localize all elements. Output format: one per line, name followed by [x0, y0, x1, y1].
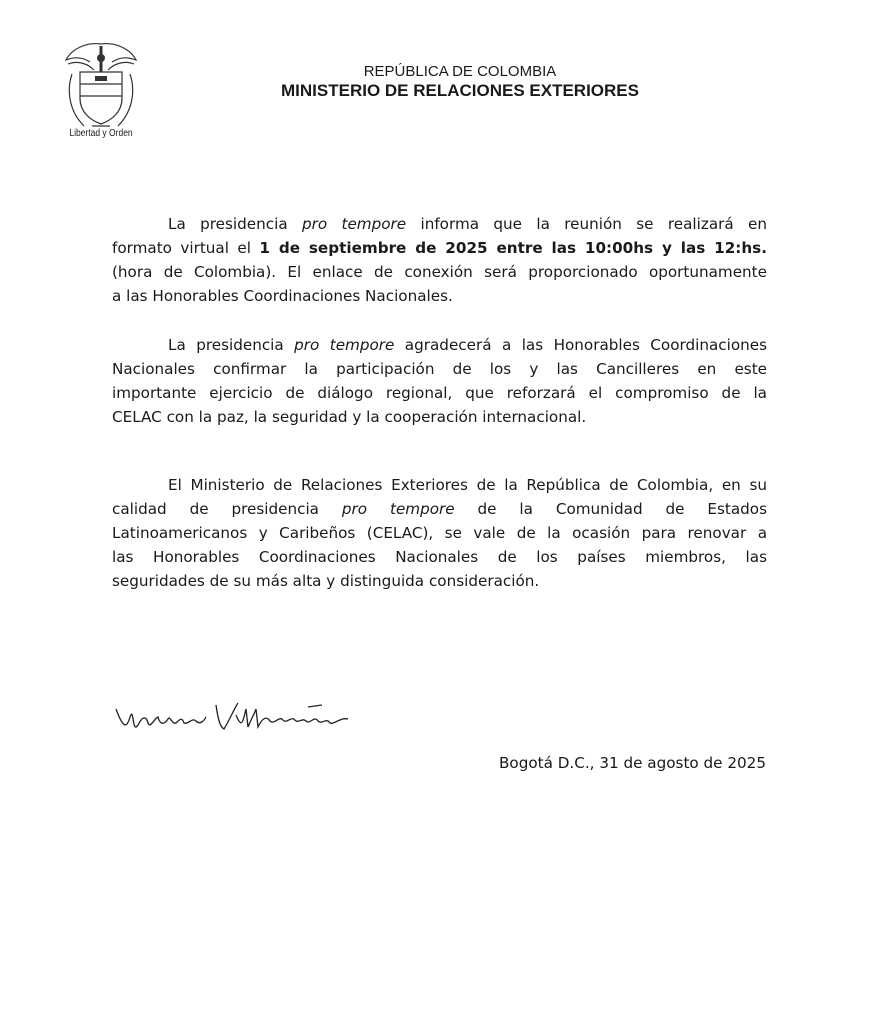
text-segment: informa que la reunión se realizará en	[406, 215, 767, 233]
text-segment: seguridades de su más alta y distinguida consideración.	[112, 572, 540, 590]
text-segment: las Honorables Coordinaciones Nacionales de los países miembros, las	[112, 548, 767, 566]
text-segment: (hora de Colombia). El enlace de conexión será proporcionado oportunamente	[112, 263, 767, 281]
text-segment: La presidencia	[168, 336, 295, 354]
ministry-heading: MINISTERIO DE RELACIONES EXTERIORES	[281, 81, 639, 100]
text-segment: CELAC con la paz, la seguridad y la cooperación internacional.	[112, 408, 587, 426]
text-line	[112, 405, 767, 429]
italic-text: pro tempore	[301, 215, 407, 233]
paragraph-closing	[112, 473, 767, 593]
text-line	[112, 473, 767, 497]
text-line	[112, 333, 767, 357]
country-heading: REPÚBLICA DE COLOMBIA	[363, 63, 557, 80]
text-line	[112, 284, 767, 308]
text-line	[112, 381, 767, 405]
text-line	[112, 545, 767, 569]
place-and-date: Bogotá D.C., 31 de agosto de 2025	[499, 754, 766, 772]
logo-motto: Libertad y Orden	[69, 128, 133, 139]
bold-text: 1 de septiembre de 2025 entre las 10:00hs y las 12:hs.	[259, 239, 767, 257]
text-segment: agradecerá a las Honorables Coordinaciones	[394, 336, 767, 354]
text-segment: El Ministerio de Relaciones Exteriores de la República de Colombia, en su	[168, 476, 767, 494]
paragraph-confirmation	[112, 333, 767, 429]
text-line	[112, 236, 767, 260]
text-segment: calidad de presidencia	[112, 500, 342, 518]
text-segment: La presidencia	[168, 215, 302, 233]
text-line	[112, 212, 767, 236]
text-segment: importante ejercicio de diálogo regional, que reforzará el compromiso de la	[112, 384, 767, 402]
text-line	[112, 521, 767, 545]
text-line	[112, 569, 767, 593]
text-segment: de la Comunidad de Estados	[454, 500, 767, 518]
text-segment: Latinoamericanos y Caribeños (CELAC), se vale de la ocasión para renovar a	[112, 524, 767, 542]
text-line	[112, 497, 767, 521]
handwritten-signature	[112, 695, 372, 745]
text-segment: Nacionales confirmar la participación de los y las Cancilleres en este	[112, 360, 767, 378]
italic-text: pro tempore	[294, 336, 395, 354]
paragraph-meeting-info	[112, 212, 767, 308]
text-segment: a las Honorables Coordinaciones Nacionales.	[112, 287, 453, 305]
text-segment: formato virtual el	[112, 239, 260, 257]
text-line	[112, 357, 767, 381]
italic-text: pro tempore	[341, 500, 455, 518]
text-line	[112, 260, 767, 284]
